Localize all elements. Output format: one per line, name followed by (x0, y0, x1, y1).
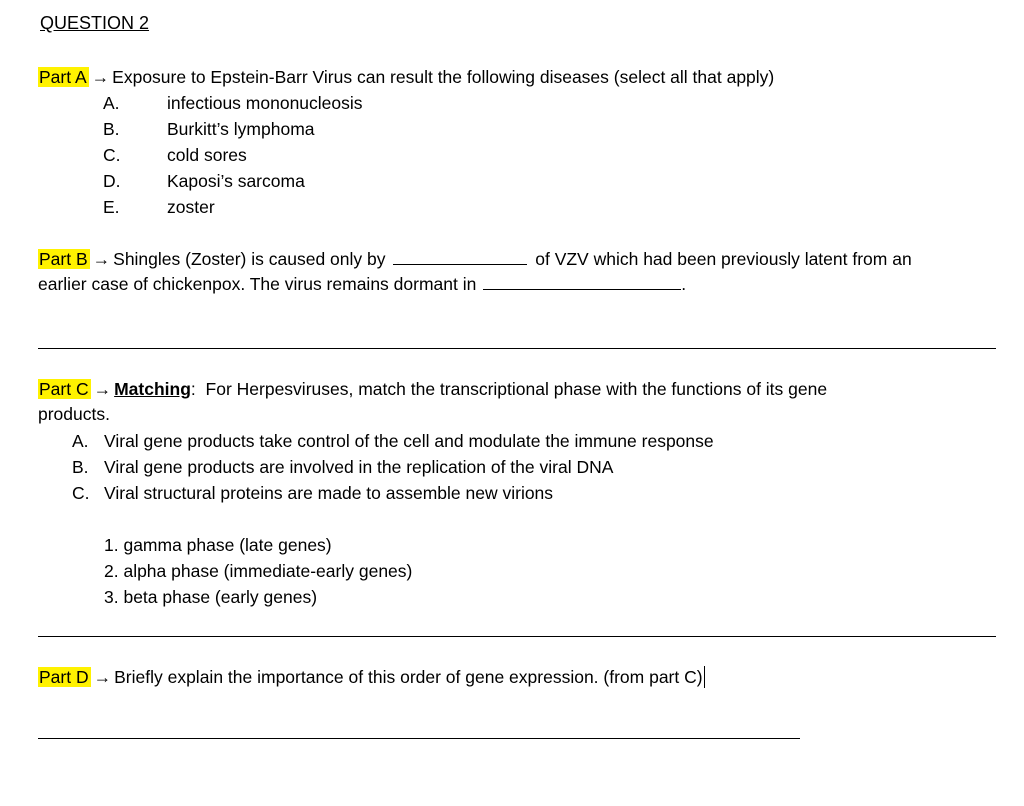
phase-item: 3. beta phase (early genes) (104, 587, 318, 607)
text-cursor (704, 666, 705, 688)
part-b-label: Part B (39, 249, 88, 269)
answer-line[interactable] (38, 738, 800, 739)
matching-heading: Matching (114, 379, 191, 399)
part-c-text-1: For Herpesviruses, match the transcriptional phase with the functions of its gene (205, 379, 828, 399)
option-text: Kaposi’s sarcoma (167, 171, 305, 191)
question-title: QUESTION 2 (40, 13, 150, 33)
phase-item: 1. gamma phase (late genes) (104, 535, 332, 555)
function-letter: B. (72, 457, 89, 477)
option-text: Burkitt’s lymphoma (167, 119, 315, 139)
part-d-label: Part D (39, 667, 89, 687)
option-letter: C. (103, 145, 121, 165)
part-c-line-1 (38, 379, 827, 400)
divider (38, 636, 996, 637)
arrow-right-icon: → (91, 67, 110, 87)
option-text: cold sores (167, 145, 247, 165)
phase-item: 2. alpha phase (immediate-early genes) (104, 561, 413, 581)
part-d-text: Briefly explain the importance of this order of gene expression. (from part C) (114, 667, 703, 687)
arrow-right-icon: → (93, 667, 112, 687)
part-a-question (38, 67, 774, 88)
option-letter: E. (103, 197, 120, 217)
part-a-question-text: Exposure to Epstein-Barr Virus can result the following diseases (select all that apply) (112, 67, 775, 87)
part-b-text-2: of VZV which had been previously latent from an (535, 249, 912, 269)
part-c-text-2: products. (38, 404, 110, 424)
part-b-text-1: Shingles (Zoster) is caused only by (113, 249, 386, 269)
part-a-label: Part A (39, 67, 87, 87)
divider (38, 348, 996, 349)
part-b-line-2 (38, 274, 686, 295)
option-letter: B. (103, 119, 120, 139)
part-c-label: Part C (39, 379, 89, 399)
function-letter: A. (72, 431, 89, 451)
option-letter: A. (103, 93, 120, 113)
part-b-line-1 (38, 249, 912, 270)
arrow-right-icon: → (92, 249, 111, 269)
part-b-text-3: earlier case of chickenpox. The virus remains dormant in (38, 274, 477, 294)
function-text: Viral gene products are involved in the replication of the viral DNA (104, 457, 614, 477)
blank-answer-1[interactable] (393, 250, 527, 265)
part-b-period: . (681, 274, 687, 294)
function-letter: C. (72, 483, 90, 503)
option-text: zoster (167, 197, 215, 217)
option-text: infectious mononucleosis (167, 93, 363, 113)
blank-answer-2[interactable] (483, 275, 681, 290)
option-letter: D. (103, 171, 121, 191)
arrow-right-icon: → (93, 379, 112, 399)
part-d-question (38, 666, 705, 688)
function-text: Viral gene products take control of the cell and modulate the immune response (104, 431, 714, 451)
matching-colon: : (190, 379, 196, 399)
function-text: Viral structural proteins are made to assemble new virions (104, 483, 554, 503)
